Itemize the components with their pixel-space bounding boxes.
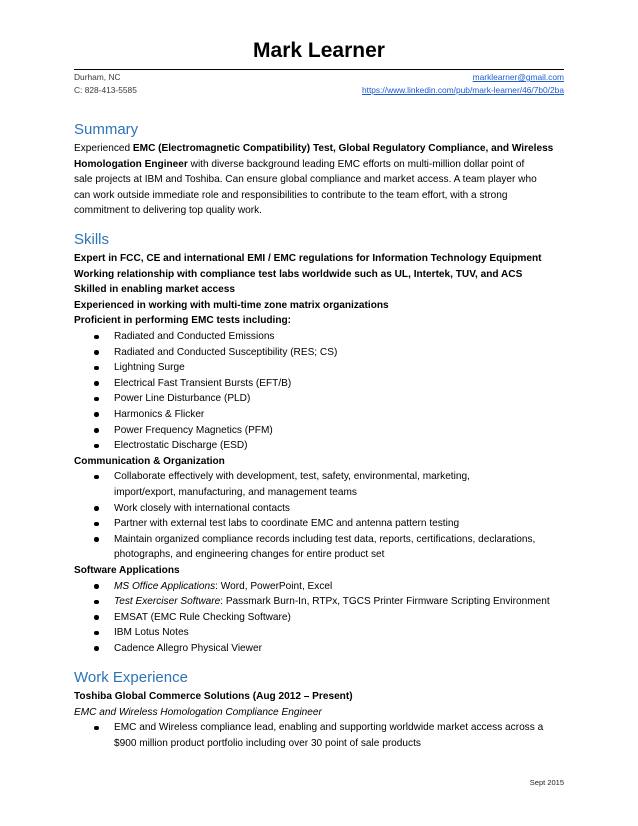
summary-line: Homologation Engineer with diverse background leading EMC efforts on multi-million dollar point of [74,158,525,170]
list-item: IBM Lotus Notes [74,625,564,641]
list-item: Maintain organized compliance records including test data, reports, certifications, declarations, photographs, and engineering changes for entire product set [74,532,564,563]
bullet-icon [94,537,99,542]
summary-heading: Summary [74,121,139,138]
software-heading: Software Applications [74,565,180,576]
bullet-icon [94,335,99,340]
summary-line: Experienced EMC (Electromagnetic Compatibility) Test, Global Regulatory Compliance, and Wireless [74,143,554,154]
list-item: EMSAT (EMC Rule Checking Software) [74,610,564,626]
list-item: Electrical Fast Transient Bursts (EFT/B) [74,376,564,392]
bullet-icon [94,522,99,527]
job-role: EMC and Wireless Homologation Compliance Engineer [74,706,322,718]
list-item: Power Line Disturbance (PLD) [74,391,564,407]
comm-list [74,469,564,563]
list-item: Cadence Allegro Physical Viewer [74,641,564,657]
bullet-icon [94,381,99,386]
list-item: MS Office Applications: Word, PowerPoint, Excel [74,579,564,595]
list-item: EMC and Wireless compliance lead, enabling and supporting worldwide market access across a $900 million product portfolio including over 30 point of sale products [74,720,564,751]
linkedin-link[interactable]: https://www.linkedin.com/pub/mark-learner/46/7b0/2ba [361,85,564,95]
list-item: Lightning Surge [74,360,564,376]
skill-line: Experienced in working with multi-time zone matrix organizations [74,299,389,311]
bullet-icon [94,475,99,480]
emc-tests-list [74,329,564,454]
bullet-icon [94,444,99,449]
list-item: Radiated and Conducted Susceptibility (RES; CS) [74,345,564,361]
bullet-icon [94,397,99,402]
summary-line: can work outside immediate role and responsibilities to contribute to the team effort, with a strong [74,189,508,201]
list-item: Harmonics & Flicker [74,407,564,423]
bullet-icon [94,600,99,605]
footer-date: Sept 2015 [529,778,564,787]
list-item: Power Frequency Magnetics (PFM) [74,423,564,439]
comm-heading: Communication & Organization [74,455,225,467]
skill-line: Proficient in performing EMC tests including: [74,315,292,327]
skill-line: Skilled in enabling market access [74,284,236,296]
list-item: Collaborate effectively with development, test, safety, environmental, marketing, import/export, manufacturing, and management teams [74,469,564,500]
bullet-icon [94,366,99,371]
bullet-icon [94,584,99,589]
bullet-icon [94,615,99,620]
bullet-icon [94,646,99,651]
bullet-icon [94,428,99,433]
location: Durham, NC [74,72,121,82]
skill-line: Expert in FCC, CE and international EMI / EMC regulations for Information Technology Equipment [74,253,542,264]
list-item: Radiated and Conducted Emissions [74,329,564,345]
bullet-icon [94,412,99,417]
software-list [74,579,564,657]
bullet-icon [94,726,99,731]
work-heading: Work Experience [74,669,188,686]
skills-heading: Skills [74,231,110,248]
list-item: Test Exerciser Software: Passmark Burn-In, RTPx, TGCS Printer Firmware Scripting Environment [74,594,564,610]
candidate-name: Mark Learner [253,39,385,62]
list-item: Electrostatic Discharge (ESD) [74,438,564,454]
employer: Toshiba Global Commerce Solutions (Aug 2012 – Present) [74,691,353,702]
contact-block [74,69,564,97]
skill-line: Working relationship with compliance test labs worldwide such as UL, Intertek, TUV, and ACS [74,268,523,280]
bullet-icon [94,631,99,636]
phone: C: 828-413-5585 [74,85,137,95]
work-list [74,720,564,751]
bullet-icon [94,506,99,511]
summary-line: commitment to delivering top quality work. [74,205,262,217]
email-link[interactable]: marklearner@gmail.com [472,72,564,82]
bullet-icon [94,350,99,355]
summary-line: sale projects at IBM and Toshiba. Can ensure global compliance and market access. A team player who [74,174,537,186]
list-item: Partner with external test labs to coordinate EMC and antenna pattern testing [74,516,564,532]
list-item: Work closely with international contacts [74,501,564,517]
